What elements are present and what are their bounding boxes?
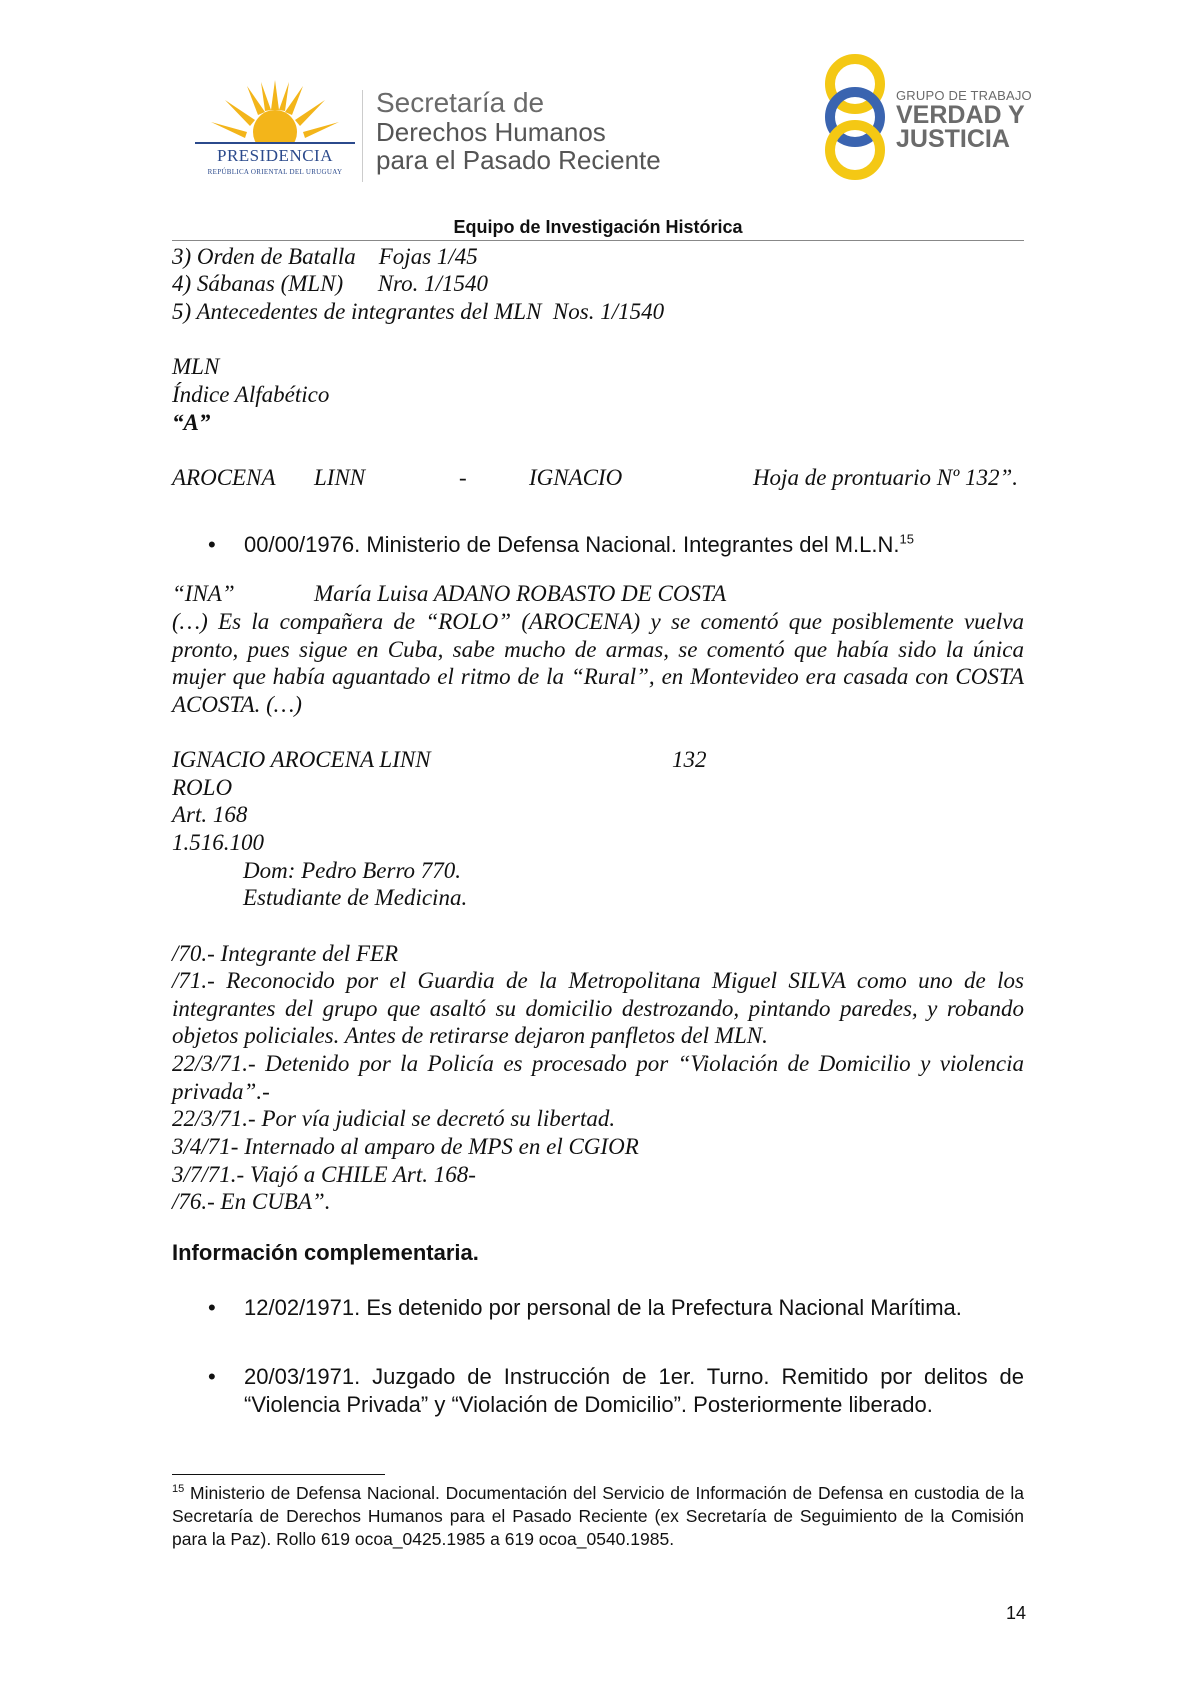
footnote (172, 1482, 1024, 1551)
record-1: /70.- Integrante del FER (172, 941, 399, 966)
footnote-number: 15 (172, 1483, 185, 1496)
index-letter: “A” (172, 410, 211, 435)
record-7: /76.- En CUBA”. (172, 1189, 331, 1214)
record-3: 22/3/71.- Detenido por la Policía es procesado por “Violación de Domicilio y violencia privada”.- (172, 1051, 1024, 1104)
page-number: 14 (1005, 1603, 1026, 1623)
presidencia-logo (195, 80, 355, 180)
index-row-surname: AROCENA (172, 465, 276, 490)
equipo-title: Equipo de Investigación Histórica (453, 217, 743, 237)
list-line-4: 4) Sábanas (MLN) Nro. 1/1540 (172, 271, 489, 296)
footnote-ref[interactable]: 15 (899, 531, 914, 547)
ficha-dom: Dom: Pedro Berro 770. (243, 858, 462, 883)
list-line-3: 3) Orden de Batalla Fojas 1/45 (172, 244, 478, 269)
info-bullet-2-text: 20/03/1971. Juzgado de Instrucción de 1er. Turno. Remitido por delitos de “Violencia Privada” y “Violación de Domicilio”. Posteriormente liberado. (244, 1364, 1024, 1417)
ina-alias: “INA” (172, 581, 235, 606)
info-bullet-1-text: 12/02/1971. Es detenido por personal de la Prefectura Nacional Marítima. (244, 1295, 962, 1320)
bullet-dot: • (208, 532, 216, 557)
index-row-dash: - (459, 465, 467, 490)
presidencia-rule (195, 142, 355, 144)
header-divider (362, 90, 363, 182)
grupo-small: GRUPO DE TRABAJO (896, 88, 1032, 103)
ficha-name: IGNACIO AROCENA LINN (172, 747, 431, 772)
secretaria-line-1: Secretaría de (376, 87, 545, 118)
secretaria-title (376, 88, 661, 174)
grupo-verdad: VERDAD Y (896, 101, 1025, 129)
header-rule (172, 240, 1024, 241)
bullet-dot: • (208, 1295, 216, 1320)
info-heading: Información complementaria. (172, 1240, 479, 1265)
secretaria-line-3: para el Pasado Reciente (376, 145, 661, 175)
record-6: 3/7/71.- Viajó a CHILE Art. 168- (172, 1162, 476, 1187)
presidencia-label: PRESIDENCIA (216, 146, 333, 165)
ficha-alias: ROLO (172, 775, 233, 800)
grupo-justicia: JUSTICIA (896, 125, 1010, 153)
ficha-art: Art. 168 (172, 802, 248, 827)
index-mln: MLN (172, 354, 220, 379)
ina-name: María Luisa ADANO ROBASTO DE COSTA (314, 581, 727, 606)
ina-paragraph: (…) Es la compañera de “ROLO” (AROCENA) y se comentó que posiblemente vuelva pronto, pues sigue en Cuba, sabe mucho de armas, se comentó que había sido la única mujer que había aguantado el ritmo de la “Rural”, en Montevideo era casada con COSTA ACOSTA. (…) (172, 609, 1024, 717)
index-row-surname2: LINN (314, 465, 366, 490)
secretaria-line-2: Derechos Humanos (376, 117, 606, 147)
republica-label: REPÚBLICA ORIENTAL DEL URUGUAY (207, 168, 343, 176)
record-5: 3/4/71- Internado al amparo de MPS en el CGIOR (172, 1134, 639, 1159)
record-4: 22/3/71.- Por vía judicial se decretó su libertad. (172, 1106, 616, 1131)
bullet-dot: • (208, 1364, 216, 1389)
ficha-number: 132 (672, 747, 707, 772)
index-row-firstname: IGNACIO (529, 465, 623, 490)
header (0, 0, 1190, 245)
index-row-hoja: Hoja de prontuario Nº 132”. (752, 465, 1018, 490)
ficha-estudiante: Estudiante de Medicina. (243, 885, 468, 910)
index-title: Índice Alfabético (172, 382, 330, 407)
bullet-mdn-label: 00/00/1976. Ministerio de Defensa Nacional. Integrantes del M.L.N. (244, 532, 900, 557)
list-line-5: 5) Antecedentes de integrantes del MLN Nos. 1/1540 (172, 299, 665, 324)
record-2: /71.- Reconocido por el Guardia de la Metropolitana Miguel SILVA como uno de los integrantes del grupo que asaltó su domicilio destrozando, pintando paredes, y robando objetos policiales. Antes de retirarse dejaron panfletos del MLN. (172, 968, 1024, 1048)
bullet-mdn-text (244, 531, 1024, 559)
footnote-text: Ministerio de Defensa Nacional. Documentación del Servicio de Información de Defensa en custodia de la Secretaría de Derechos Humanos para el Pasado Reciente (ex Secretaría de Seguimiento de la Comisión para la Paz). Rollo 619 ocoa_0425.1985 a 619 ocoa_0540.1985. (172, 1483, 1024, 1549)
sun-icon (195, 80, 355, 150)
footnote-rule (172, 1474, 385, 1475)
ficha-ci: 1.516.100 (172, 830, 264, 855)
